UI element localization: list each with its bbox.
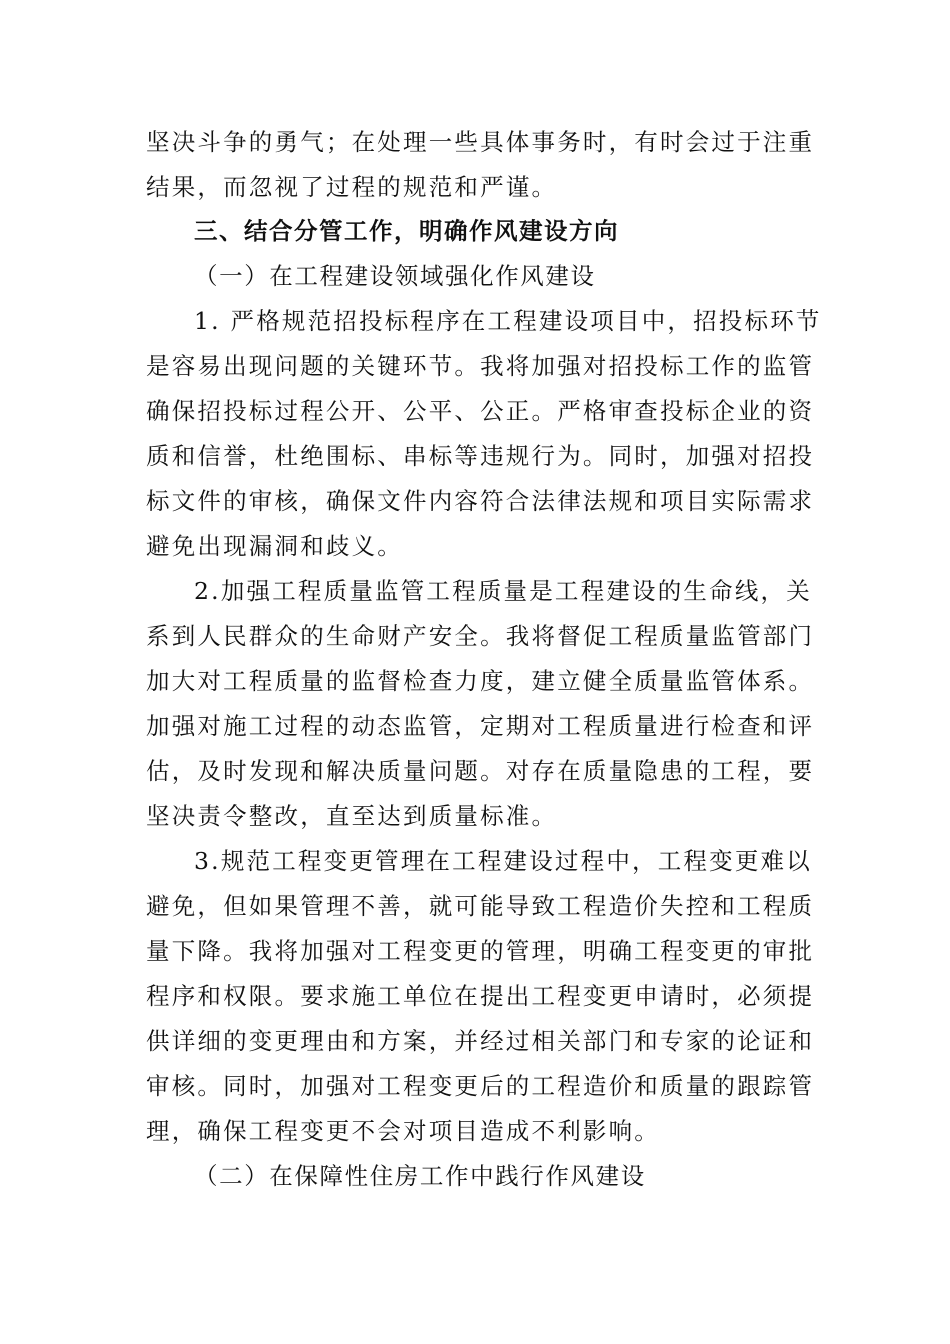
subsection-heading: （一）在工程建设领域强化作风建设 [194, 262, 596, 290]
body-text-line: 估，及时发现和解决质量问题。对存在质量隐患的工程，要 [146, 757, 815, 785]
body-text-line: 质和信誉，杜绝围标、串标等违规行为。同时，加强对招投 [146, 442, 815, 470]
body-text-line: 是容易出现问题的关键环节。我将加强对招投标工作的监管 [146, 352, 815, 380]
body-text-line: 加大对工程质量的监督检查力度，建立健全质量监管体系。 [146, 667, 815, 695]
body-text-line: 程序和权限。要求施工单位在提出工程变更申请时，必须提 [146, 982, 815, 1010]
body-text-line: 理，确保工程变更不会对项目造成不利影响。 [146, 1117, 660, 1145]
section-heading: 三、结合分管工作，明确作风建设方向 [194, 217, 619, 245]
body-text-line: 供详细的变更理由和方案，并经过相关部门和专家的论证和 [146, 1027, 815, 1055]
body-text-line: 量下降。我将加强对工程变更的管理，明确工程变更的审批 [146, 937, 815, 965]
body-text-line: 加强对施工过程的动态监管，定期对工程质量进行检查和评 [146, 712, 815, 740]
body-text-line: 标文件的审核，确保文件内容符合法律法规和项目实际需求 [146, 487, 815, 515]
body-text-line: 避免，但如果管理不善，就可能导致工程造价失控和工程质 [146, 892, 815, 920]
body-text-line: 3.规范工程变更管理在工程建设过程中，工程变更难以 [194, 847, 812, 875]
body-text-line: 1. 严格规范招投标程序在工程建设项目中，招投标环节 [194, 307, 822, 335]
body-text-line: 审核。同时，加强对工程变更后的工程造价和质量的跟踪管 [146, 1072, 815, 1100]
body-text-line: 坚决斗争的勇气；在处理一些具体事务时，有时会过于注重 [146, 128, 815, 156]
body-text-line: 2.加强工程质量监管工程质量是工程建设的生命线，关 [194, 577, 812, 605]
body-text-line: 结果，而忽视了过程的规范和严谨。 [146, 173, 558, 201]
body-text-line: 坚决责令整改，直至达到质量标准。 [146, 802, 558, 830]
body-text-line: 确保招投标过程公开、公平、公正。严格审查投标企业的资 [146, 397, 815, 425]
body-text-line: 系到人民群众的生命财产安全。我将督促工程质量监管部门 [146, 622, 815, 650]
body-text-line: 避免出现漏洞和歧义。 [146, 532, 403, 560]
subsection-heading: （二）在保障性住房工作中践行作风建设 [194, 1162, 646, 1190]
